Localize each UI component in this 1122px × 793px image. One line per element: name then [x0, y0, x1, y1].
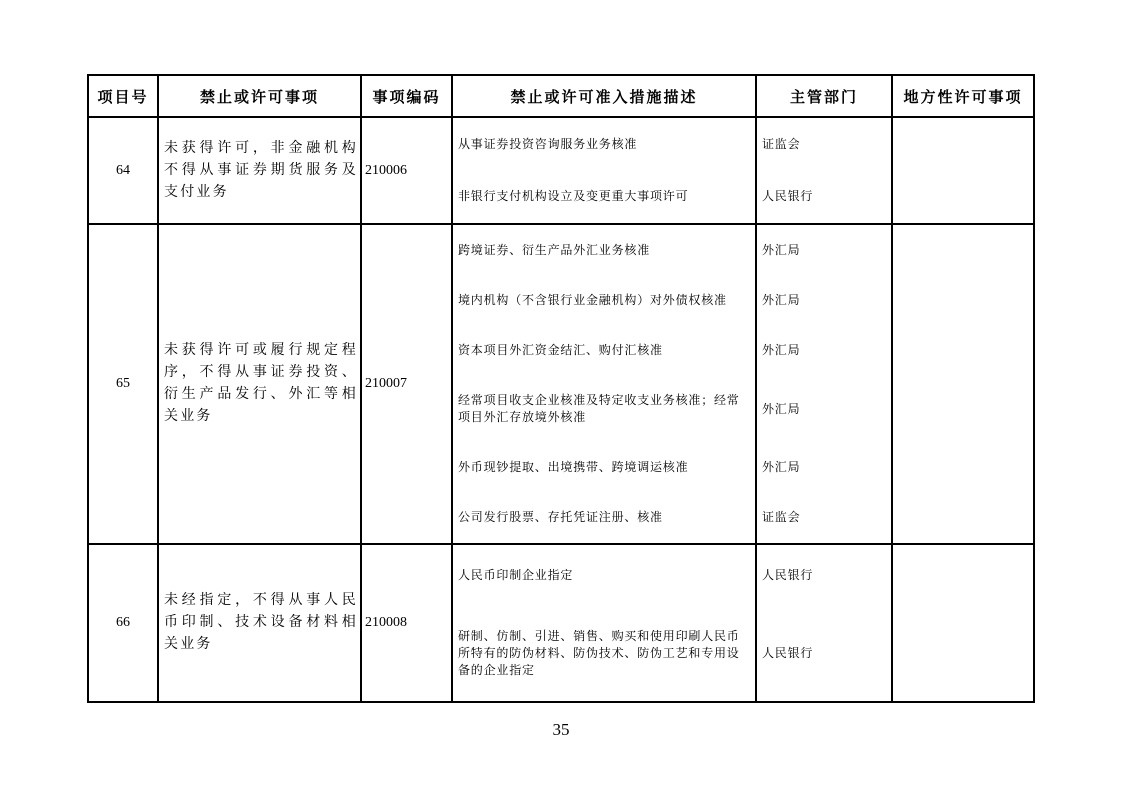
measure-entry — [453, 242, 891, 259]
department-cell: 外汇局 — [762, 292, 801, 307]
item-number-cell: 65 — [89, 225, 159, 543]
code-cell: 210008 — [362, 545, 453, 701]
measure-entry — [453, 392, 891, 426]
measures-cell — [453, 545, 893, 701]
department-cell: 外汇局 — [762, 342, 801, 357]
measure-description: 资本项目外汇资金结汇、购付汇核准 — [458, 342, 663, 357]
matter-cell: 未获得许可，非金融机构不得从事证券期货服务及支付业务 — [159, 118, 362, 223]
column-header-department: 主管部门 — [757, 76, 893, 116]
department-cell: 人民银行 — [762, 646, 814, 660]
measure-description: 研制、仿制、引进、销售、购买和使用印刷人民币所特有的防伪材料、防伪技术、防伪工艺和专用设备的企业指定 — [458, 629, 740, 677]
item-number-cell: 66 — [89, 545, 159, 701]
measure-entry — [453, 292, 891, 309]
measures-cell — [453, 225, 893, 543]
column-header-measure-desc: 禁止或许可准入措施描述 — [453, 76, 757, 116]
measure-entry — [453, 628, 891, 679]
department-cell: 外汇局 — [762, 401, 801, 416]
code-cell: 210006 — [362, 118, 453, 223]
table-row — [89, 545, 1033, 701]
negative-list-table — [87, 74, 1035, 703]
measure-entry — [453, 188, 891, 205]
table-row — [89, 118, 1033, 225]
measure-entry — [453, 567, 891, 584]
matter-cell: 未经指定，不得从事人民币印制、技术设备材料相关业务 — [159, 545, 362, 701]
measure-description: 外币现钞提取、出境携带、跨境调运核准 — [458, 460, 689, 475]
item-number-cell: 64 — [89, 118, 159, 223]
code-cell: 210007 — [362, 225, 453, 543]
column-header-matter: 禁止或许可事项 — [159, 76, 362, 116]
measure-description: 人民币印制企业指定 — [458, 568, 574, 582]
measure-description: 经常项目收支企业核准及特定收支业务核准；经常项目外汇存放境外核准 — [458, 393, 740, 425]
column-header-code: 事项编码 — [362, 76, 453, 116]
measure-description: 非银行支付机构设立及变更重大事项许可 — [458, 189, 689, 204]
local-licensing-cell — [893, 545, 1033, 701]
measure-description: 跨境证券、衍生产品外汇业务核准 — [458, 242, 651, 257]
table-header-row — [89, 76, 1033, 118]
column-header-local-licensing: 地方性许可事项 — [903, 89, 1023, 106]
measures-cell — [453, 118, 893, 223]
table-row — [89, 225, 1033, 545]
department-cell: 证监会 — [762, 136, 801, 151]
measure-entry — [453, 136, 891, 153]
measure-entry — [453, 459, 891, 476]
department-cell: 人民银行 — [762, 568, 814, 582]
measure-description: 境内机构（不含银行业金融机构）对外债权核准 — [458, 292, 727, 307]
measure-description: 从事证券投资咨询服务业务核准 — [458, 136, 638, 151]
department-cell: 人民银行 — [762, 189, 814, 204]
measure-description: 公司发行股票、存托凭证注册、核准 — [458, 510, 663, 525]
page-number: 35 — [552, 720, 570, 739]
department-cell: 外汇局 — [762, 460, 801, 475]
local-licensing-cell — [893, 225, 1033, 543]
measure-entry — [453, 509, 891, 526]
department-cell: 证监会 — [762, 510, 801, 525]
column-header-item-no: 项目号 — [89, 76, 159, 116]
local-licensing-cell — [893, 118, 1033, 223]
department-cell: 外汇局 — [762, 242, 801, 257]
measure-entry — [453, 342, 891, 359]
matter-cell: 未获得许可或履行规定程序，不得从事证券投资、衍生产品发行、外汇等相关业务 — [159, 225, 362, 543]
